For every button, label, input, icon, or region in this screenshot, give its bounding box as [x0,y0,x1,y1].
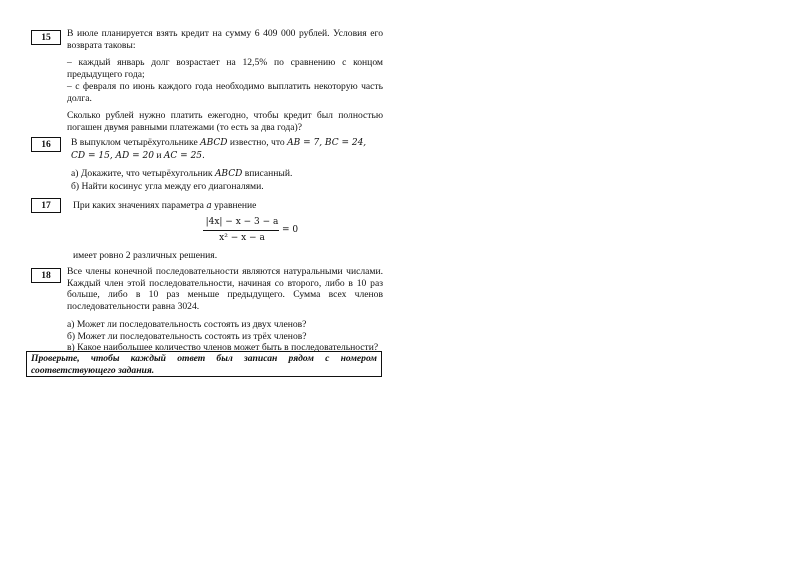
task-18-part-a: а) Может ли последовательность состоять из двух членов? [67,318,307,330]
task-15-intro: В июле планируется взять кредит на сумму 6 409 000 рублей. Условия его возврата таковы: [67,28,383,51]
task-16-statement: В выпуклом четырёхугольнике ABCD известно, что AB = 7, BC = 24, CD = 15, AD = 20 и AC = 25. [71,137,367,161]
task-16-part-a: а) Докажите, что четырёхугольник ABCD вписанный. [71,168,293,180]
task-number-15: 15 [31,30,61,45]
task-number-18: 18 [31,268,61,283]
fraction-bar [203,230,279,231]
task-15-condition-2: – с февраля по июнь каждого года необходимо выплатить некоторую часть долга. [67,80,383,104]
task-15-text [67,28,383,134]
equation-denominator: x² − x − a [219,233,265,243]
task-16-text [71,137,383,193]
task-18-part-b: б) Может ли последовательность состоять из трёх членов? [67,330,307,342]
task-16-part-b: б) Найти косинус угла между его диагоналями. [71,181,264,193]
task-18-statement: Все члены конечной последовательности являются натуральными числами. Каждый член этой последовательности, начиная со второго, либо в 10 раз больше, либо в 10 раз меньше предыдущего. Сумма всех членов последовательности равна 3024. [67,266,383,313]
task-18-part-c: в) Какое наибольшее количество членов может быть в последовательности? [67,342,379,354]
task-17-tail: имеет ровно 2 различных решения. [73,250,218,261]
equation-equals: = 0 [282,225,299,235]
task-number-17: 17 [31,198,61,213]
task-17-equation [198,217,308,249]
task-number-16: 16 [31,137,61,152]
task-15-condition-1: – каждый январь долг возрастает на 12,5% по сравнению с концом предыдущего года; [67,57,383,81]
task-18-text [67,266,383,354]
task-17-statement: При каких значениях параметра a уравнение [73,200,257,211]
final-note-box: Проверьте, чтобы каждый ответ был записан рядом с номером соответствующего задания. [26,351,382,377]
equation-numerator: |4x| − x − 3 − a [205,217,279,227]
task-15-question: Сколько рублей нужно платить ежегодно, чтобы кредит был полностью погашен двумя равными платежами (то есть за два года)? [67,110,383,133]
